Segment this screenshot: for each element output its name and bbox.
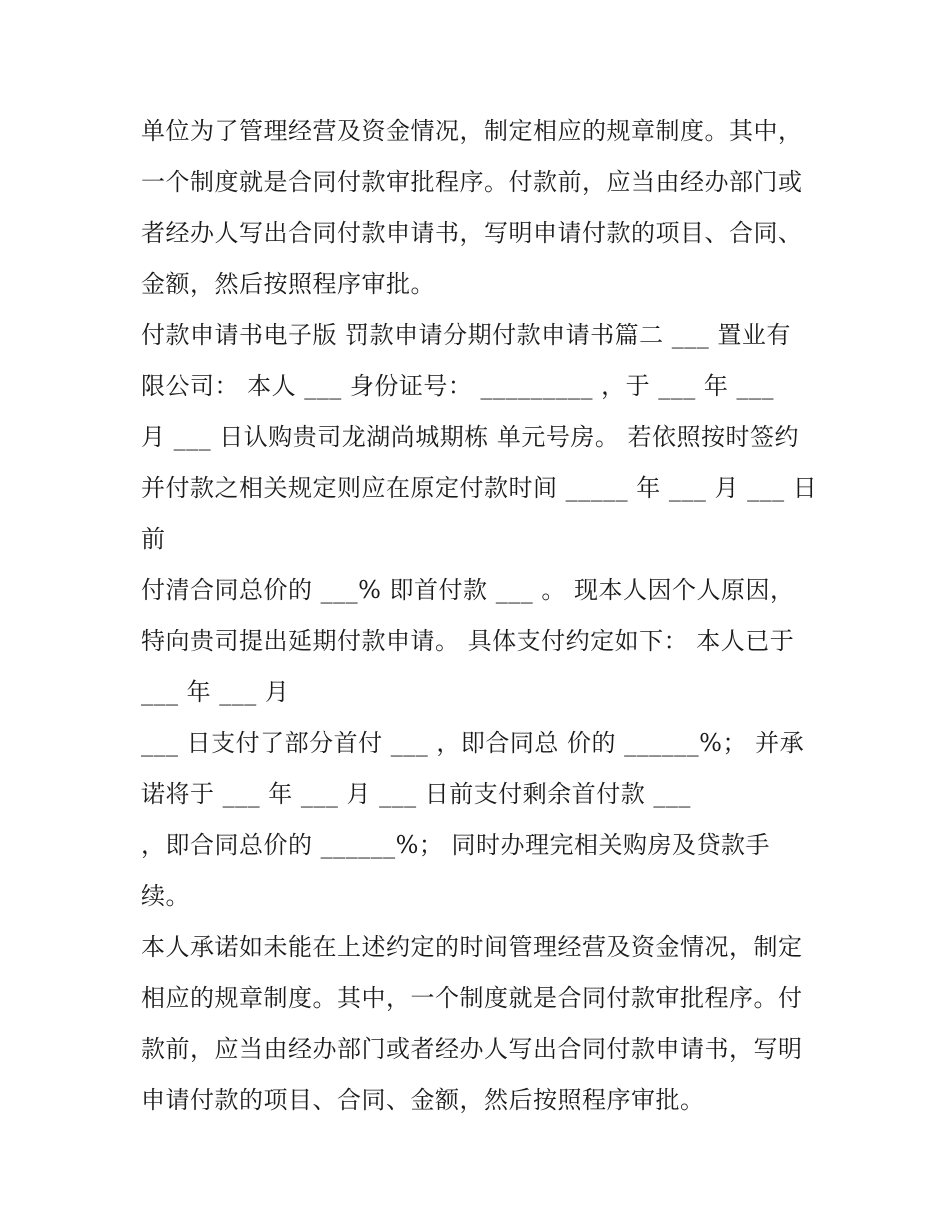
text-line-7: 月 ___ 日认购贵司龙湖尚城期栋 单元号房。 若依照按时签约 bbox=[141, 423, 800, 451]
text-line-15: ，即合同总价的 ______%； 同时办理完相关购房及贷款手 bbox=[141, 831, 771, 859]
text-line-10: 付清合同总价的 ___% 即首付款 ___ 。 现本人因个人原因， bbox=[141, 576, 795, 604]
text-line-1: 单位为了管理经营及资金情况，制定相应的规章制度。其中， bbox=[141, 117, 803, 145]
text-line-18: 相应的规章制度。其中，一个制度就是合同付款审批程序。付 bbox=[141, 984, 803, 1012]
text-line-6: 限公司： 本人 ___ 身份证号： _________ ，于 ___ 年 ___ bbox=[141, 372, 775, 400]
text-line-16: 续。 bbox=[141, 882, 190, 910]
text-line-9: 前 bbox=[141, 525, 166, 553]
text-line-17: 本人承诺如未能在上述约定的时间管理经营及资金情况，制定 bbox=[141, 933, 803, 961]
text-line-3: 者经办人写出合同付款申请书，写明申请付款的项目、合同、 bbox=[141, 219, 803, 247]
text-line-19: 款前，应当由经办部门或者经办人写出合同付款申请书，写明 bbox=[141, 1035, 803, 1063]
text-line-14: 诺将于 ___ 年 ___ 月 ___ 日前支付剩余首付款 ___ bbox=[141, 780, 691, 808]
text-line-11: 特向贵司提出延期付款申请。 具体支付约定如下： 本人已于 bbox=[141, 627, 795, 655]
text-line-13: ___ 日支付了部分首付 ___ ，即合同总 价的 ______%； 并承 bbox=[141, 729, 805, 757]
text-line-8: 并付款之相关规定则应在原定付款时间 _____ 年 ___ 月 ___ 日 bbox=[141, 474, 818, 502]
document-body bbox=[141, 106, 821, 1126]
text-line-2: 一个制度就是合同付款审批程序。付款前，应当由经办部门或 bbox=[141, 168, 803, 196]
text-line-4: 金额，然后按照程序审批。 bbox=[141, 270, 435, 298]
text-line-5: 付款申请书电子版 罚款申请分期付款申请书篇二 ___ 置业有 bbox=[141, 321, 791, 349]
text-line-12: ___ 年 ___ 月 bbox=[141, 678, 290, 706]
text-line-20: 申请付款的项目、合同、金额，然后按照程序审批。 bbox=[141, 1086, 705, 1114]
